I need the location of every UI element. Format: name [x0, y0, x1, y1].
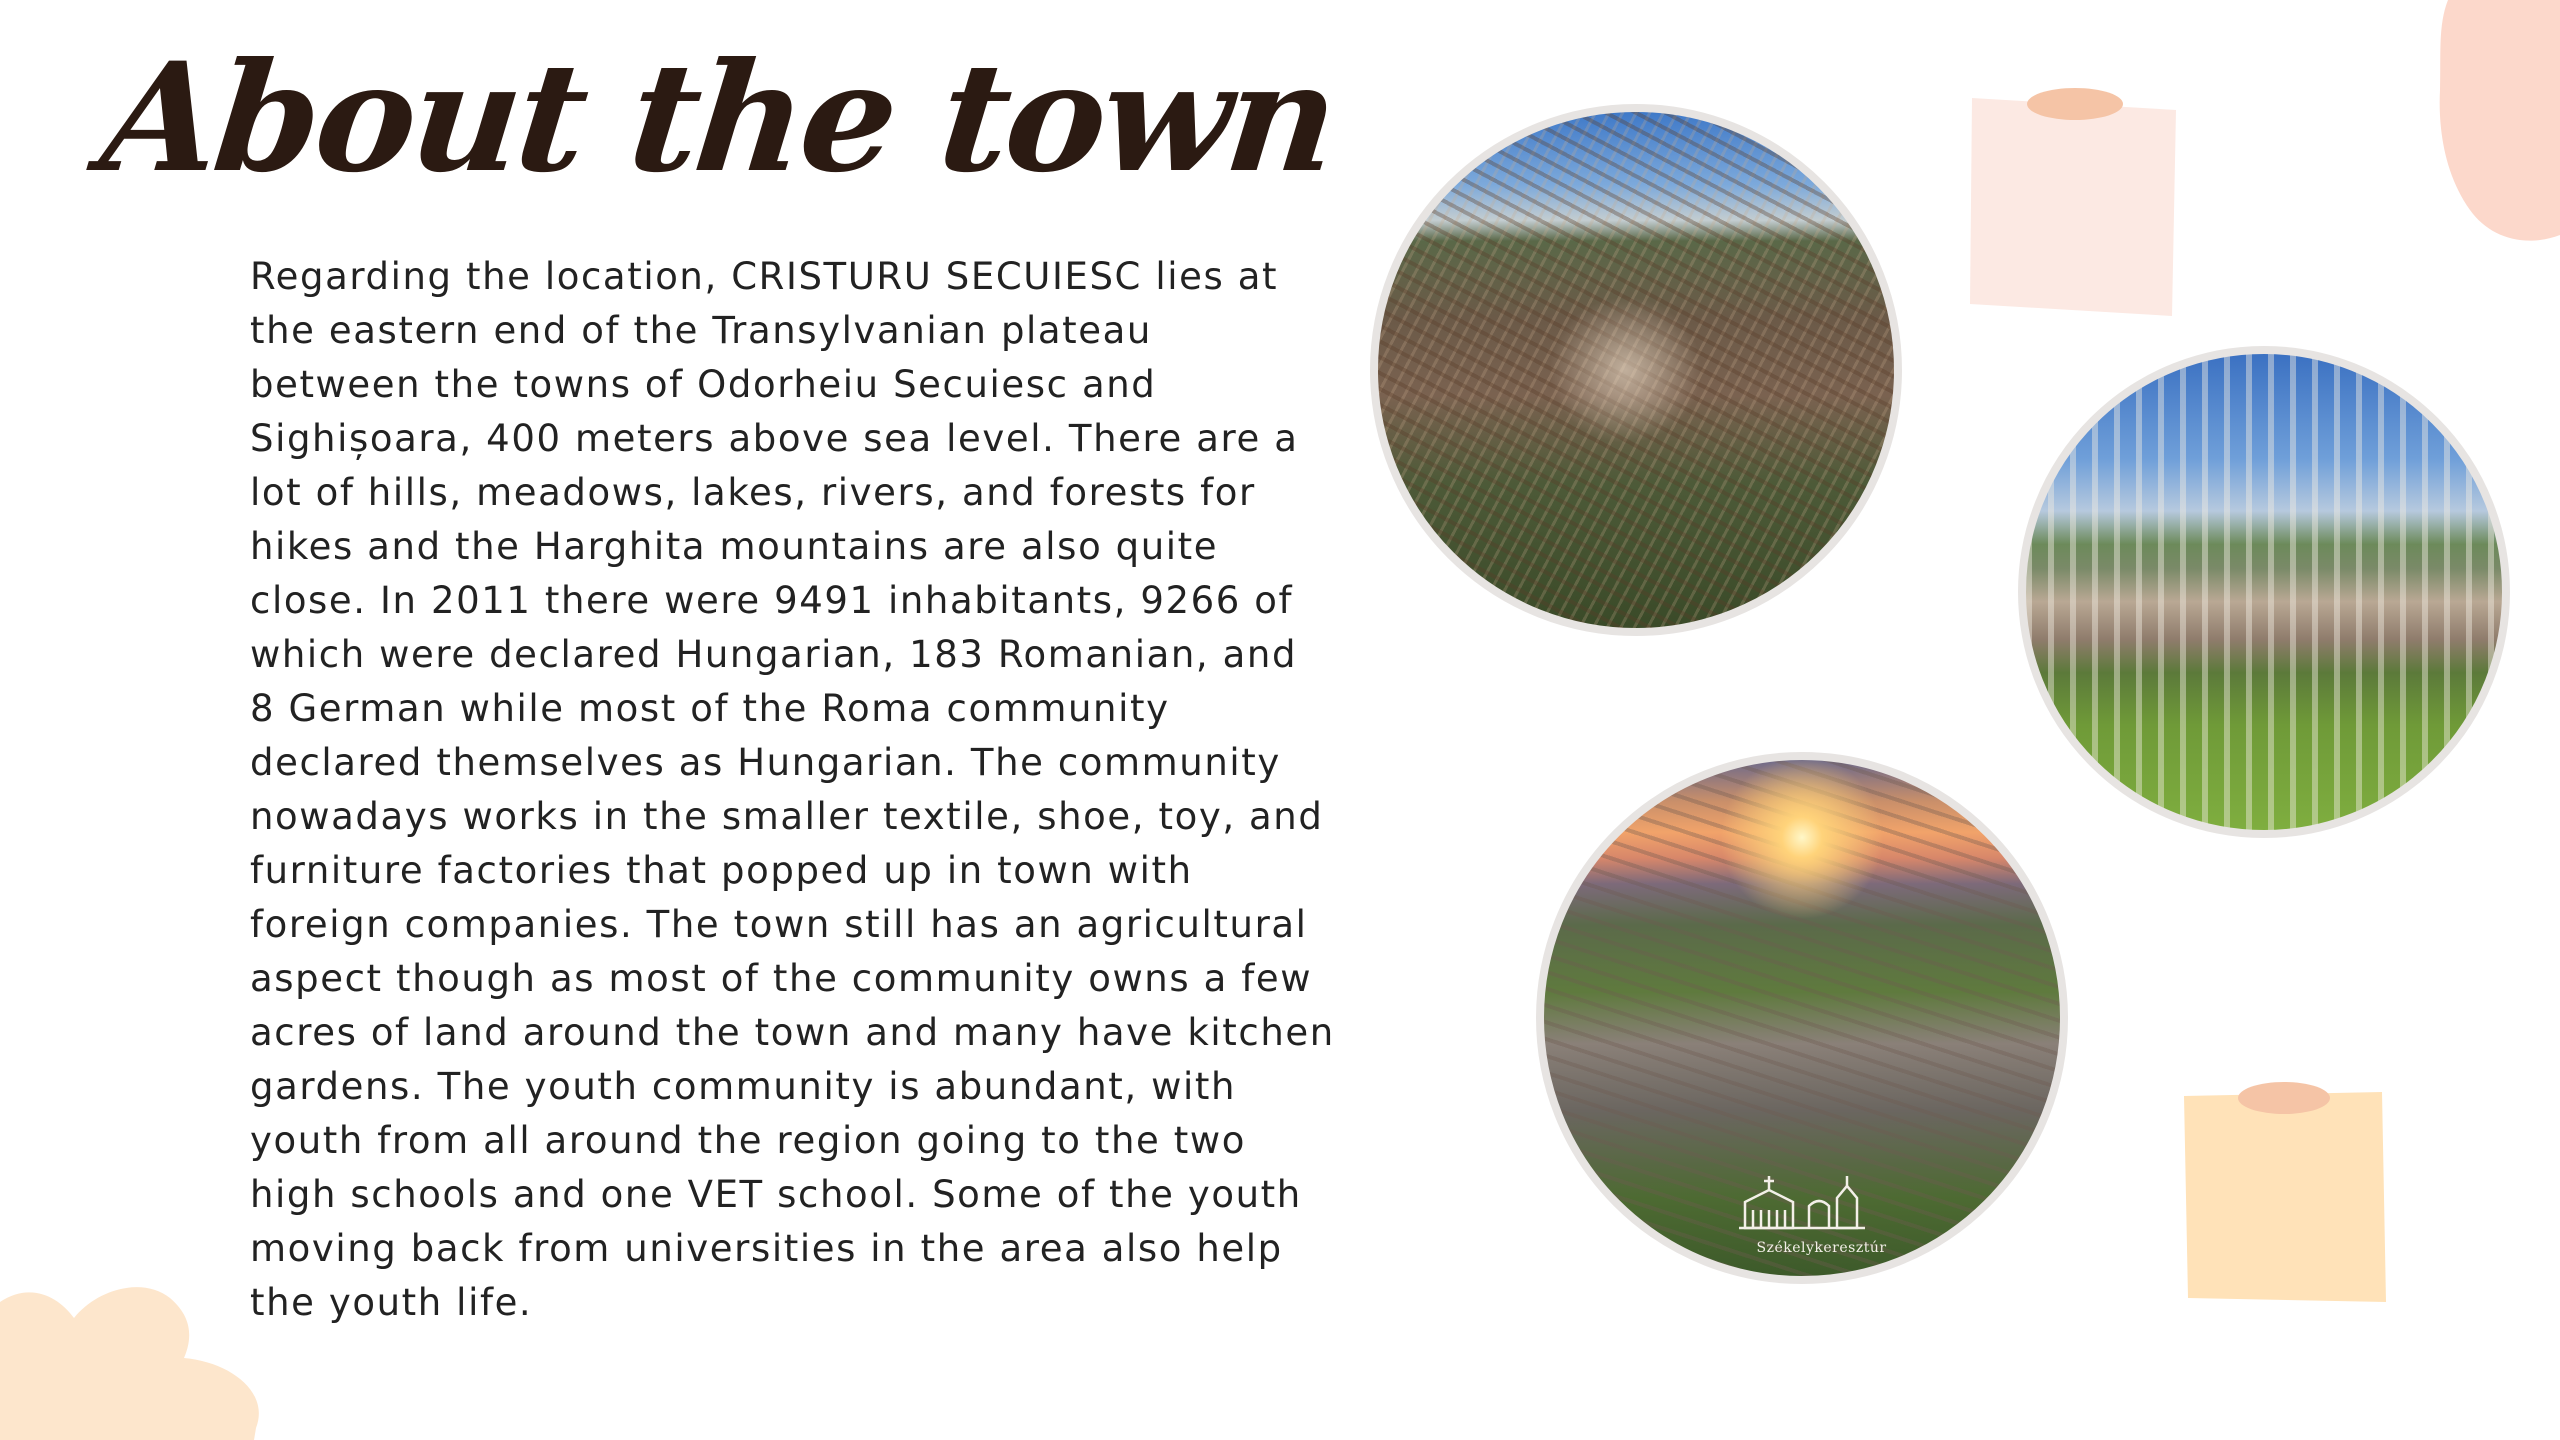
hillside-town-photo [2018, 346, 2510, 838]
aerial-town-photo [1370, 104, 1902, 636]
sunset-aerial-photo [1536, 752, 2068, 1284]
church-logo-watermark [1739, 1172, 1869, 1232]
corner-blob-top-right [2430, 0, 2560, 250]
body-paragraph: Regarding the location, CRISTURU SECUIESC lies at the eastern end of the Transylvanian plateau between the towns of Odorheiu Secuiesc and Sighișoara, 400 meters above sea level. There are a lot of hills, meadows, lakes, rivers, and forests for hikes and the Harghita mountains are also quite close. In 2011 there were 9491 inhabitants, 9266 of which were declared Hungarian, 183 Romanian, and 8 German while most of the Roma community declared themselves as Hungarian. The community nowadays works in the smaller textile, shoe, toy, and furniture factories that popped up in town with foreign companies. The town still has an agricultural aspect though as most of the community owns a few acres of land around the town and many have kitchen gardens. The youth community is abundant, with youth from all around the region going to the two high schools and one VET school. Some of the youth moving back from universities in the area also help the youth life. [250, 255, 1335, 1324]
corner-blob-bottom-left [0, 1282, 264, 1440]
pink-sticky-note [1962, 84, 2186, 324]
yellow-sticky-note [2178, 1078, 2392, 1308]
photo-watermark-text: Székelykeresztúr [1756, 1240, 1887, 1256]
slide-title: About the town [94, 30, 1343, 206]
